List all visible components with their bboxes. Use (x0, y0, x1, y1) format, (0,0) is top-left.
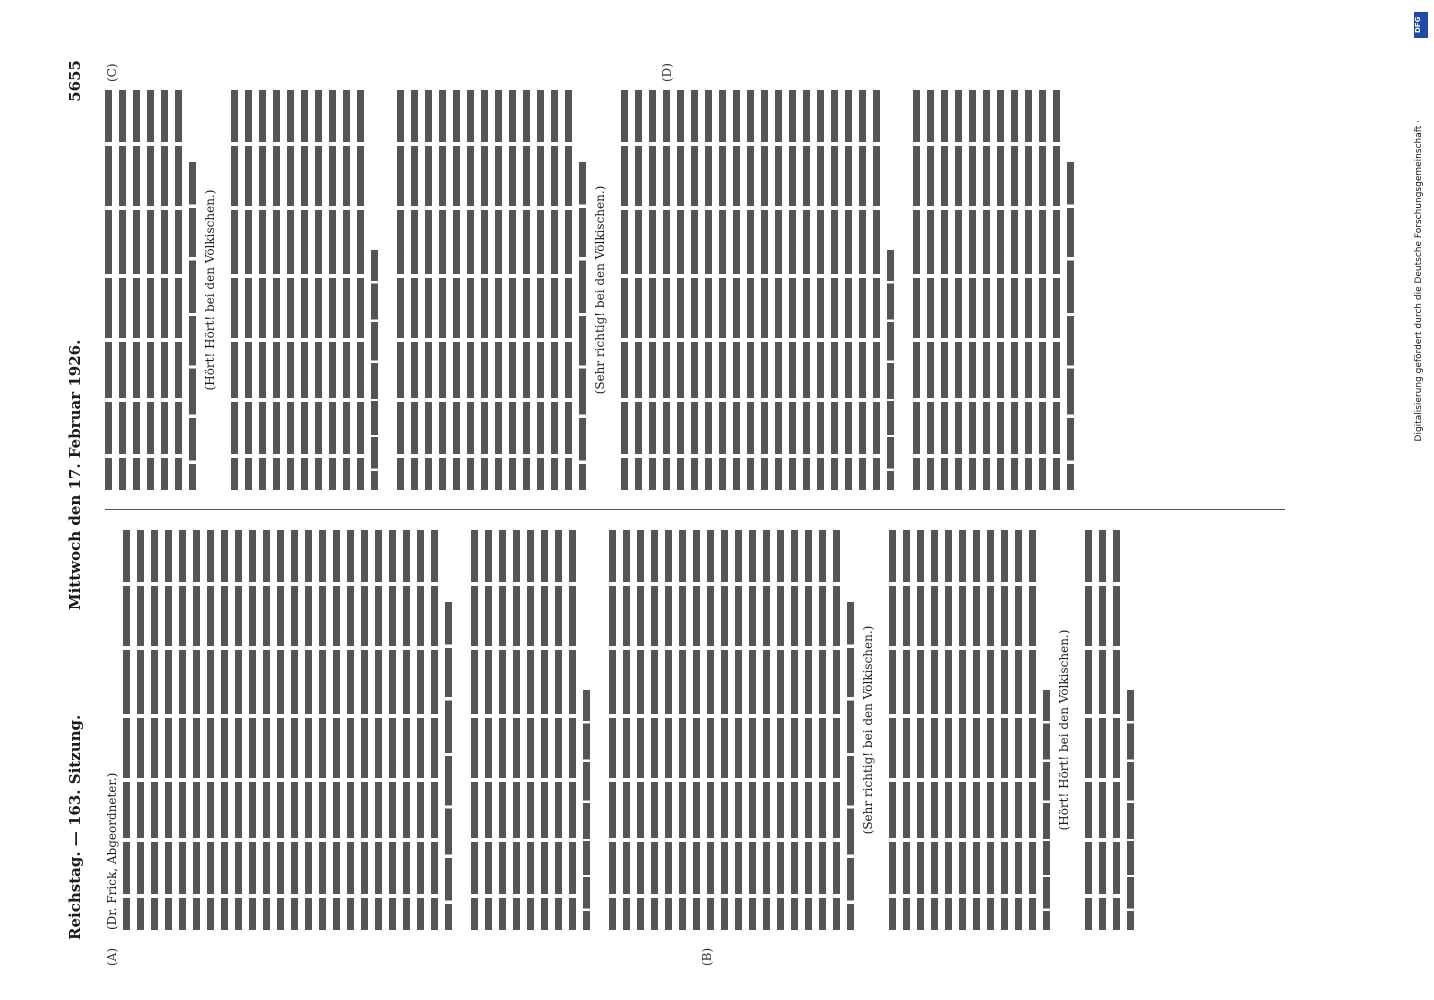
left-column (105, 530, 1141, 930)
digitization-note (1414, 16, 1428, 900)
paragraph-8 (397, 90, 586, 490)
dfg-logo: DFG (1414, 12, 1428, 38)
margin-marker-a: (A) (105, 947, 119, 966)
paragraph-2 (471, 530, 590, 930)
column-divider (105, 509, 1285, 510)
remark-hoert-left: (Hört! Hört! bei den Völkischen.) (1057, 629, 1071, 831)
page-header (60, 60, 92, 940)
margin-marker-b: (B) (700, 947, 714, 966)
paragraph-5 (1085, 530, 1134, 930)
paragraph-3 (609, 530, 854, 930)
remark-sehr-richtig-left: (Sehr richtig! bei den Völkischen.) (861, 625, 875, 835)
margin-marker-d: (D) (660, 63, 674, 82)
paragraph-1 (123, 530, 452, 930)
paragraph-10 (913, 90, 1074, 490)
remark-sehr-richtig-right: (Sehr richtig! bei den Völkischen.) (593, 185, 607, 395)
speaker-name: (Dr. Frick, Abgeordneter.) (105, 772, 119, 930)
margin-marker-c: (C) (105, 63, 119, 82)
right-column (105, 90, 1081, 490)
paragraph-4 (889, 530, 1050, 930)
paragraph-7 (231, 90, 378, 490)
paragraph-9 (621, 90, 894, 490)
remark-hoert-right: (Hört! Hört! bei den Völkischen.) (203, 189, 217, 391)
header-left: Reichstag. — 163. Sitzung. (66, 714, 84, 940)
document-page (60, 60, 1310, 966)
header-date: Mittwoch den 17. Februar 1926. (66, 339, 84, 610)
digitization-credit: Digitalisierung gefördert durch die Deutsche Forschungsgemeinschaft · (1414, 120, 1424, 442)
paragraph-6 (105, 90, 196, 490)
page-number: 5655 (66, 60, 84, 102)
